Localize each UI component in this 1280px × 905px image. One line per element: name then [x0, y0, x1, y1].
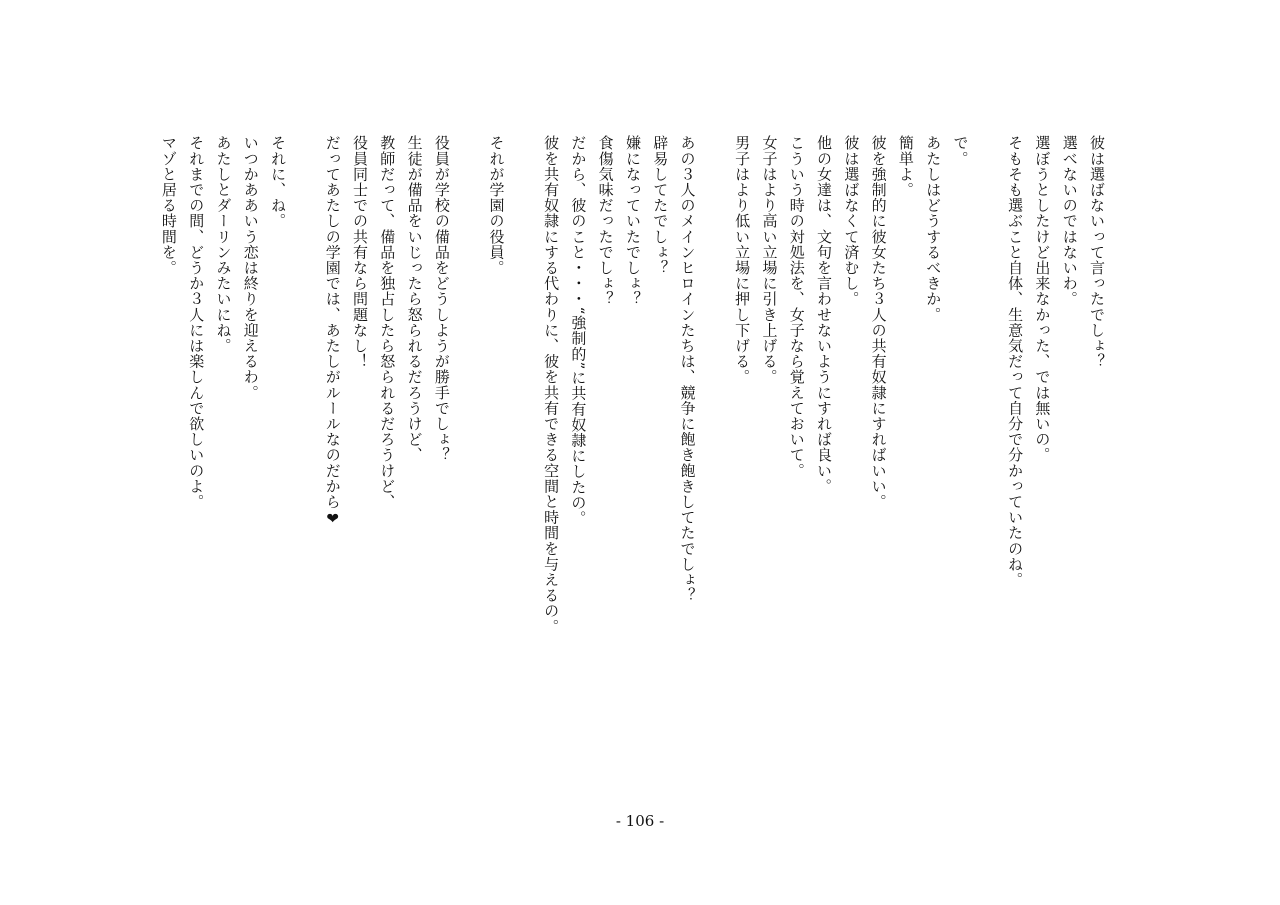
text-line: 女子はより高い立場に引き上げる。 [760, 135, 779, 385]
text-line: それが学園の役員。 [487, 135, 506, 276]
blank-line [509, 135, 536, 695]
text-line: それに、ね。 [269, 135, 288, 229]
text-line: 彼は選ばなくて済むし。 [842, 135, 861, 307]
text-line: だってあたしの学園では、あたしがルールなのだから❤ [323, 135, 342, 528]
text-line: それまでの間、どうか３人には楽しんで欲しいのよ。 [187, 135, 206, 510]
text-line: いつかああいう恋は終りを迎えるわ。 [241, 135, 260, 401]
text-line: 彼は選ばないって言ったでしょ？ [1088, 135, 1106, 369]
page-number: - 106 - [615, 812, 665, 830]
text-line: だから、彼のこと・・・“強制的”に共有奴隷にしたの。 [569, 135, 588, 526]
text-line: 食傷気味だったでしょ？ [596, 135, 615, 307]
text-line: 彼を共有奴隷にする代わりに、彼を共有できる空間と時間を与えるの。 [542, 135, 561, 635]
text-line: 嫌になっていたでしょ？ [623, 135, 642, 307]
text-line: あの３人のメインヒロインたちは、競争に飽き飽きしてたでしょ？ [678, 135, 697, 603]
text-line: 彼を強制的に彼女たち３人の共有奴隷にすればいい。 [869, 135, 888, 510]
text-line: 他の女達は、文句を言わせないようにすれば良い。 [815, 135, 834, 494]
text-line: 役員同士での共有なら問題なし！ [350, 135, 369, 369]
vertical-text-body [155, 135, 1110, 695]
text-line: 選べないのではないわ。 [1060, 135, 1079, 307]
text-line: そもそも選ぶこと自体、生意気だって自分で分かっていたのね。 [1006, 135, 1025, 588]
text-line: あたしとダーリンみたいにね。 [214, 135, 233, 354]
text-line: 簡単よ。 [896, 135, 915, 198]
text-line: 教師だって、備品を独占したら怒られるだろうけど、 [378, 135, 397, 510]
text-line: マゾと居る時間を。 [159, 135, 178, 276]
text-line: あたしはどうするべきか。 [924, 135, 943, 323]
text-line: 生徒が備品をいじったら怒られるだろうけど、 [405, 135, 424, 463]
text-line: 男子はより低い立場に押し下げる。 [733, 135, 752, 385]
text-line: で。 [951, 135, 970, 167]
text-line: 選ぼうとしたけど出来なかった、では無いの。 [1033, 135, 1052, 463]
blank-line [455, 135, 482, 695]
blank-line [701, 135, 728, 695]
text-line: こういう時の対処法を、女子なら覚えておいて。 [787, 135, 806, 479]
text-line: 辟易してたでしょ？ [651, 135, 670, 276]
blank-line [291, 135, 318, 695]
blank-line [974, 135, 1001, 695]
text-line: 役員が学校の備品をどうしようが勝手でしょ？ [432, 135, 451, 463]
